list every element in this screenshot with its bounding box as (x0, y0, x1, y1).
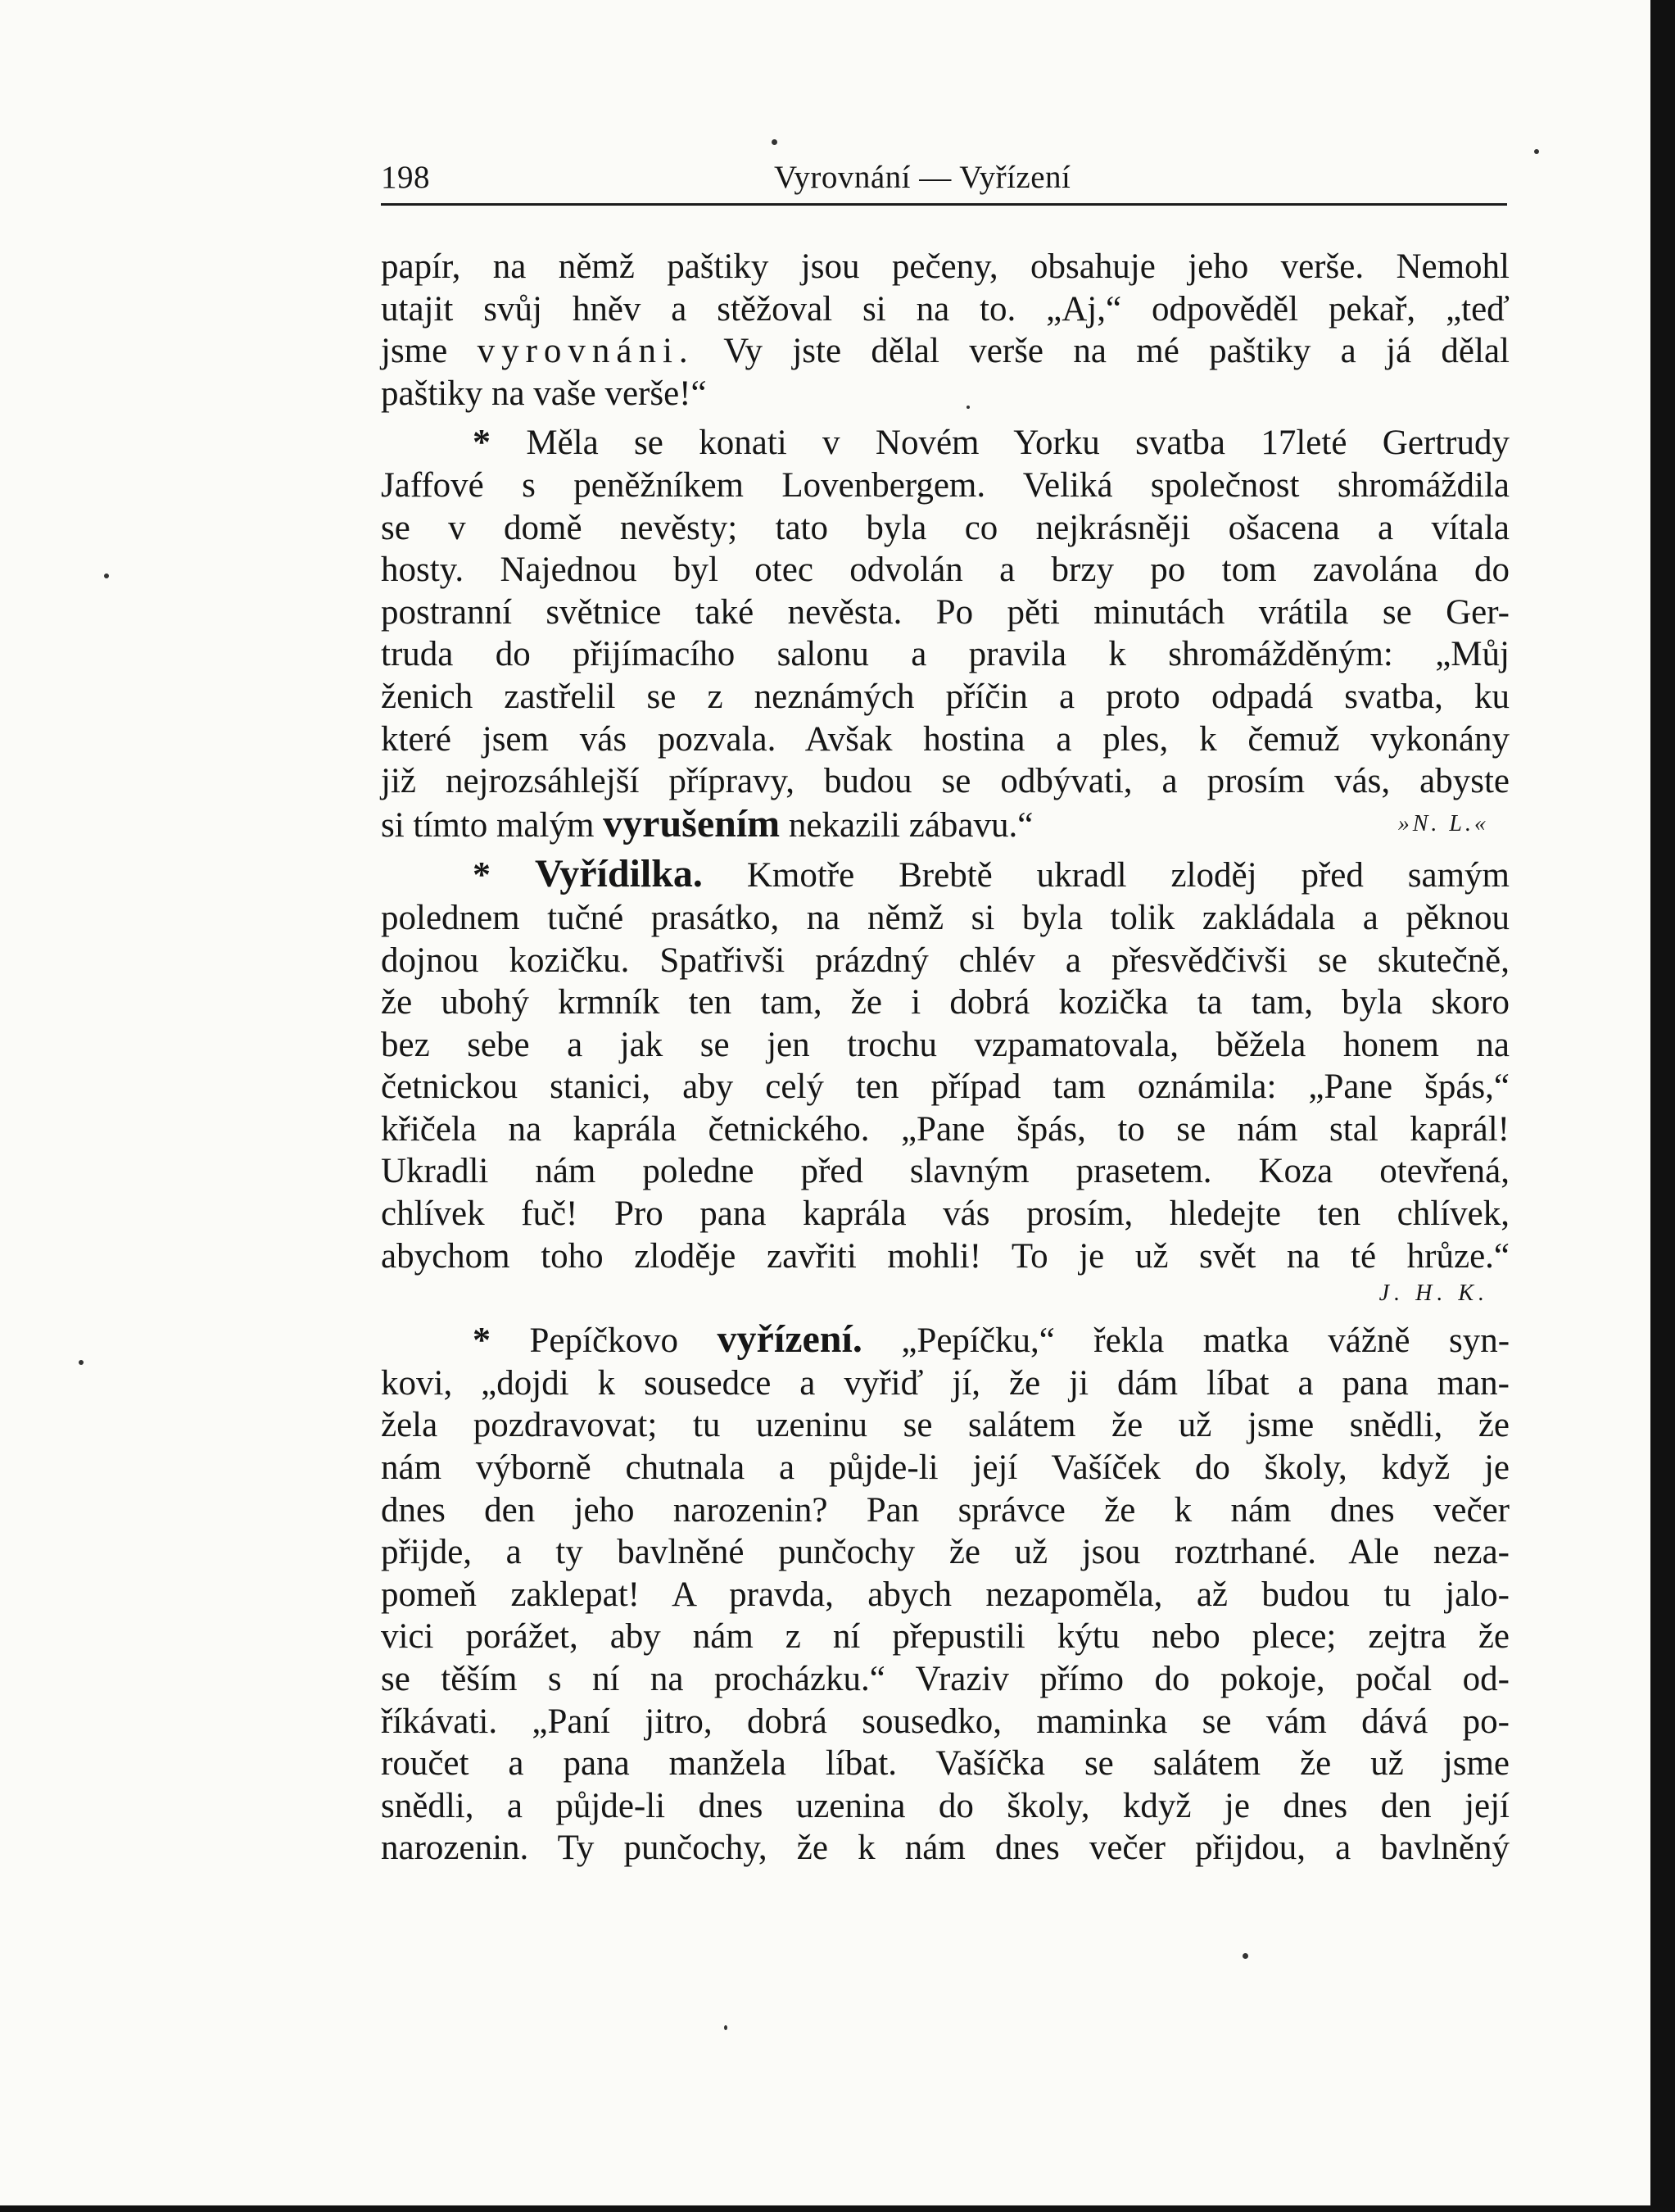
scan-speck (1243, 1953, 1248, 1959)
text-line: již nejrozsáhlejší přípravy, budou se odbývati, a prosím vás, abyste (381, 762, 1510, 801)
text-line: roučet a pana manžela líbat. Vašíčka se salátem že už jsme (381, 1744, 1510, 1784)
text-line: Ukradli nám poledne před slavným prasetem. Koza otevřená, (381, 1152, 1510, 1191)
text-line: které jsem vás pozvala. Avšak hostina a ples, k čemuž vykonány (381, 719, 1510, 759)
text-line: Jaffové s peněžníkem Lovenbergem. Veliká společnost shromáždila (381, 465, 1510, 505)
text-line: dnes den jeho narozenin? Pan správce že k nám dnes večer (381, 1490, 1510, 1530)
running-title: Vyrovnání — Vyřízení (774, 160, 1071, 195)
paragraph-svatba (381, 421, 1510, 846)
text-line (381, 853, 1510, 897)
paragraph-continuation (381, 246, 1510, 415)
text-line: polednem tučné prasátko, na němž si byla tolik zakládala a pěknou (381, 898, 1510, 937)
text-line: kovi, „dojdi k sousedce a vyřiď jí, že ji dám líbat a pana man- (381, 1363, 1510, 1403)
text-line: papír, na němž paštiky jsou pečeny, obsahuje jeho verše. Nemohl (381, 247, 1510, 286)
scan-speck (724, 2025, 727, 2030)
text-fragment: Měla se konati v Novém Yorku svatba 17leté Gertrudy (526, 424, 1510, 463)
text-fragment: „Pepíčku,“ řekla matka vážně syn- (901, 1321, 1510, 1361)
text-line: se v domě nevěsty; tato byla co nejkrásněji ošacena a vítala (381, 508, 1510, 547)
text-line: bez sebe a jak se jen trochu vzpamatovala, běžela honem na (381, 1025, 1510, 1064)
text-line (381, 803, 1510, 847)
section-title: Vyřídilka. (534, 852, 703, 896)
spaced-emphasis: vyrovnáni. (477, 332, 695, 371)
bold-emphasis: vyrušením (603, 801, 781, 845)
text-line: narozenin. Ty punčochy, že k nám dnes večer přijdou, a bavlněný (381, 1829, 1510, 1868)
author-signature: J. H. K. (1378, 1281, 1489, 1307)
text-line: přijde, a ty bavlněné punčochy že už jsou roztrhané. Ale neza- (381, 1533, 1510, 1572)
paragraph-vyridilka (381, 853, 1510, 1310)
text-fragment: si tímto malým (381, 805, 595, 845)
text-line: truda do přijímacího salonu a pravila k shromážděným: „Můj (381, 635, 1510, 674)
scan-speck (967, 406, 970, 409)
text-fragment-group (381, 803, 1033, 847)
text-line: abychom toho zloděje zavřiti mohli! To je už svět na té hrůze.“ (381, 1236, 1510, 1276)
scan-speck (104, 573, 109, 578)
text-fragment: Pepíčkovo (529, 1321, 679, 1361)
text-fragment: nekazili zábavu.“ (788, 805, 1034, 845)
text-line: utajit svůj hněv a stěžoval si na to. „Aj,“ odpověděl pekař, „teď (381, 289, 1510, 329)
text-line: žela pozdravovat; tu uzeninu se salátem že už jsme snědli, že (381, 1406, 1510, 1445)
scan-speck (79, 1360, 84, 1365)
text-line: pomeň zaklepat! A pravda, abych nezapoměla, až budou tu jalo- (381, 1575, 1510, 1614)
text-line: že ubohý krmník ten tam, že i dobrá kozička ta tam, byla skoro (381, 983, 1510, 1022)
text-line: chlívek fuč! Pro pana kaprála vás prosím, hledejte ten chlívek, (381, 1194, 1510, 1234)
text-line: četnickou stanici, aby celý ten případ tam oznámila: „Pane špás,“ (381, 1067, 1510, 1107)
page-number: 198 (381, 160, 430, 195)
text-line: říkávati. „Paní jitro, dobrá sousedko, maminka se vám dává po- (381, 1702, 1510, 1741)
text-line: dojnou kozičku. Spatřivši prázdný chlév a přesvědčivši se skutečně, (381, 941, 1510, 980)
text-line: vici porážet, aby nám z ní přepustili kýtu nebo plece; zejtra že (381, 1617, 1510, 1657)
text-fragment: jsme (381, 332, 448, 371)
text-fragment: Vy jste dělal verše na mé paštiky a já dělal (723, 332, 1510, 371)
text-line: paštiky na vaše verše!“ (381, 374, 707, 413)
text-line (381, 1318, 1510, 1362)
asterisk-marker: * (473, 1320, 491, 1361)
paragraph-pepickovo (381, 1318, 1510, 1870)
asterisk-marker: * (473, 422, 491, 463)
text-line: ženich zastřelil se z neznámých příčin a proto odpadá svatba, ku (381, 677, 1510, 716)
text-line: křičela na kaprála četnického. „Pane špás, to se nám stal kaprál! (381, 1109, 1510, 1149)
text-line: nám výborně chutnala a půjde-li její Vašíček do školy, když je (381, 1448, 1510, 1488)
scan-speck (1534, 149, 1539, 154)
page-header (381, 154, 1507, 206)
text-line: hosty. Najednou byl otec odvolán a brzy po tom zavolána do (381, 551, 1510, 590)
text-line: snědli, a půjde-li dnes uzenina do školy, když je dnes den její (381, 1786, 1510, 1825)
text-fragment: Kmotře Brebtě ukradl zloděj před samým (746, 856, 1510, 895)
asterisk-marker: * (473, 854, 491, 895)
text-line: postranní světnice také nevěsta. Po pěti minutách vrátila se Ger- (381, 592, 1510, 632)
text-line (381, 330, 1510, 373)
scan-speck (772, 139, 777, 145)
text-line: se těším s ní na procházku.“ Vraziv přímo do pokoje, počal od- (381, 1660, 1510, 1698)
body-text (381, 246, 1510, 1870)
text-line (381, 421, 1510, 465)
author-signature: »N. L.« (1397, 810, 1489, 836)
bold-emphasis: vyřízení. (717, 1317, 862, 1362)
